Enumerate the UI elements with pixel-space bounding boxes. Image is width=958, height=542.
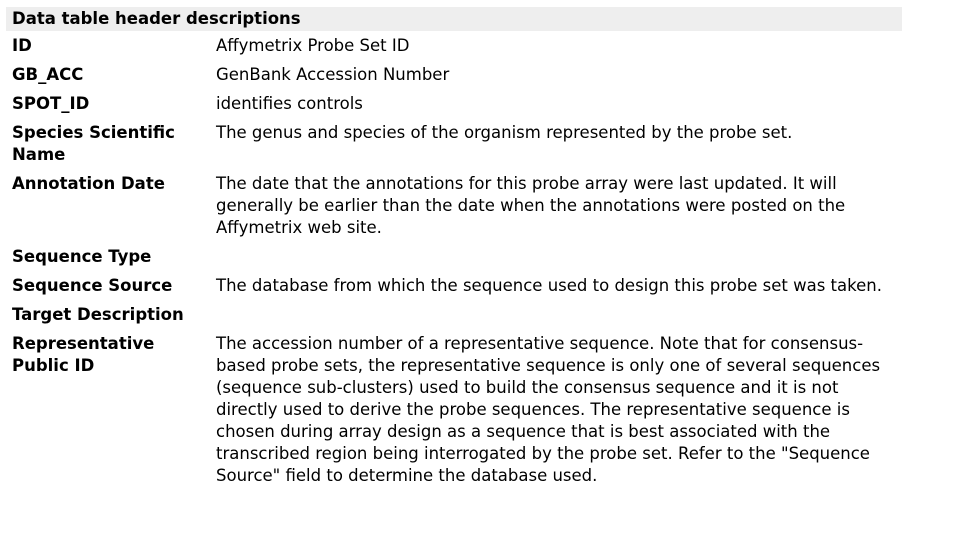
- field-name: SPOT_ID: [12, 94, 90, 113]
- table-row: [6, 93, 902, 115]
- field-name: ID: [12, 36, 32, 55]
- table-row: [6, 64, 902, 86]
- table-row: [6, 333, 902, 487]
- field-description: The genus and species of the organism represented by the probe set.: [216, 123, 793, 142]
- field-name: Representative Public ID: [12, 334, 155, 375]
- field-name: Target Description: [12, 305, 184, 324]
- table-body: [6, 35, 902, 487]
- field-name: Annotation Date: [12, 174, 165, 193]
- table-row: [6, 35, 902, 57]
- table-row: [6, 304, 902, 326]
- field-description: identifies controls: [216, 94, 363, 113]
- table-row: [6, 275, 902, 297]
- table-row: [6, 122, 902, 166]
- field-name: Sequence Source: [12, 276, 173, 295]
- field-description: The date that the annotations for this probe array were last updated. It will generally be earlier than the date when the annotations were posted on the Affymetrix web site.: [216, 174, 846, 237]
- field-description: GenBank Accession Number: [216, 65, 450, 84]
- table-title: Data table header descriptions: [6, 7, 902, 31]
- table-row: [6, 173, 902, 239]
- field-name: Sequence Type: [12, 247, 152, 266]
- field-description: The database from which the sequence used to design this probe set was taken.: [216, 276, 882, 295]
- table-row: [6, 246, 902, 268]
- field-name: GB_ACC: [12, 65, 84, 84]
- field-description: The accession number of a representative sequence. Note that for consensus-based probe sets, the representative sequence is only one of several sequences (sequence sub-clusters) used to build the consensus sequence and it is not directly used to derive the probe sequences. The representative sequence is chosen during array design as a sequence that is best associated with the transcribed region being interrogated by the probe set. Refer to the "Sequence Source" field to determine the database used.: [216, 334, 881, 485]
- field-description: Affymetrix Probe Set ID: [216, 36, 410, 55]
- field-name: Species Scientific Name: [12, 123, 175, 164]
- header-descriptions-table: [6, 7, 902, 494]
